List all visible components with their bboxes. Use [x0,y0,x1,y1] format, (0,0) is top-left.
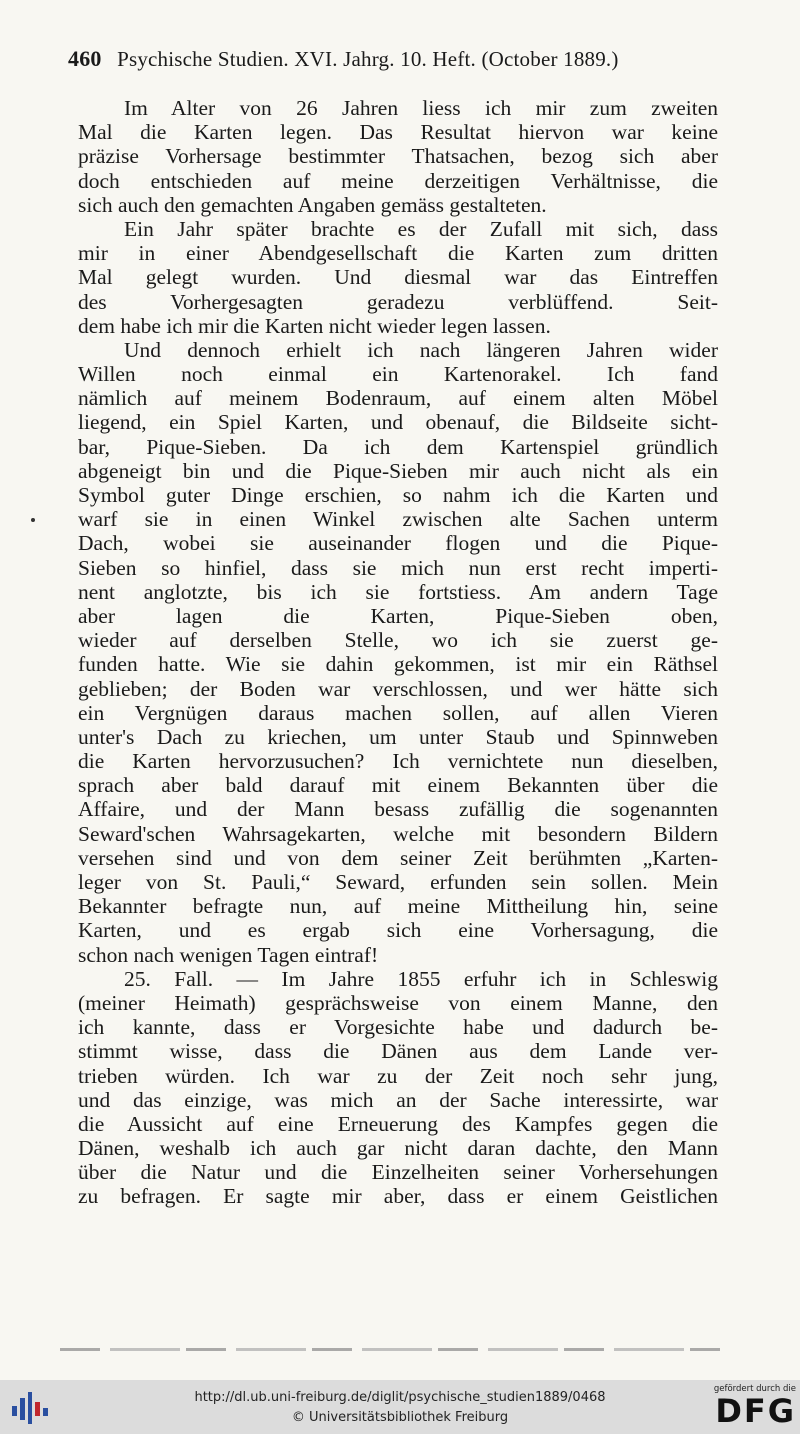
text-line: nent anglotzte, bis ich sie fortstiess. Am andern Tage [78,579,718,604]
text-line: sprach aber bald darauf mit einem Bekannten über die [78,773,718,798]
text-line: (meiner Heimath) gesprächsweise von einem Manne, den [78,990,718,1015]
text-line: warf sie in einen Winkel zwischen alte Sachen unterm [78,507,718,532]
text-line: präzise Vorhersage bestimmter Thatsachen, bezog sich aber [78,144,718,169]
text-line: zu befragen. Er sagte mir aber, dass er einem Geistlichen [78,1184,718,1209]
margin-mark [31,518,35,522]
text-line: Mal die Karten legen. Das Resultat hiervon war keine [78,120,718,145]
text-line: stimmt wisse, dass die Dänen aus dem Lande ver- [78,1039,718,1064]
text-line: Karten, und es ergab sich eine Vorhersagung, die [78,918,718,943]
viewer-footer-bar [0,1380,800,1434]
text-line: über die Natur und die Einzelheiten seiner Vorhersehungen [78,1160,718,1185]
text-line: des Vorhergesagten geradezu verblüffend. Seit- [78,289,718,314]
text-line: und das einzige, was mich an der Sache interessirte, war [78,1087,718,1112]
text-line: dem habe ich mir die Karten nicht wieder legen lassen. [78,313,551,338]
text-line: trieben würden. Ich war zu der Zeit noch sehr jung, [78,1063,718,1088]
text-line: leger von St. Pauli,“ Seward, erfunden sein sollen. Mein [78,870,718,894]
running-title: Psychische Studien. XVI. Jahrg. 10. Heft. (October 1889.) [117,47,619,71]
text-line: funden hatte. Wie sie dahin gekommen, ist mir ein Räthsel [78,652,718,677]
dfg-wordmark: DFG [715,1392,796,1430]
text-line: versehen sind und von dem seiner Zeit berühmten „Karten- [78,845,718,870]
text-line: wieder auf derselben Stelle, wo ich sie zuerst ge- [78,628,718,653]
page-footer-rule [60,1348,720,1351]
source-url[interactable]: http://dl.ub.uni-freiburg.de/diglit/psychische_studien1889/0468 [194,1390,606,1405]
text-line: mir in einer Abendgesellschaft die Karten zum dritten [78,241,718,266]
dfg-caption: gefördert durch die [713,1384,796,1394]
text-line: Dach, wobei sie auseinander flogen und die Pique- [78,531,718,556]
text-line: die Aussicht auf eine Erneuerung des Kampfes gegen die [78,1111,718,1136]
text-line: die Karten hervorzusuchen? Ich vernichtete nun dieselben, [78,749,718,774]
text-line: schon nach wenigen Tagen eintraf! [78,942,379,967]
text-line: sich auch den gemachten Angaben gemäss gestalteten. [78,192,547,217]
copyright-text: © Universitätsbibliothek Freiburg [291,1410,509,1425]
text-line: ein Vergnügen daraus machen sollen, auf allen Vieren [78,700,718,725]
running-header [68,46,708,72]
text-line: Affaire, und der Mann besass zufällig die sogenannten [78,797,718,822]
text-line: geblieben; der Boden war verschlossen, und wer hätte sich [78,676,718,701]
text-line: liegend, ein Spiel Karten, und obenauf, die Bildseite sicht- [78,410,718,435]
text-line: Sieben so hinfiel, dass sie mich nun erst recht imperti- [78,555,718,580]
text-line: doch entschieden auf meine derzeitigen Verhältnisse, die [78,168,718,193]
text-line: Dänen, weshalb ich auch gar nicht daran dachte, den Mann [78,1136,718,1161]
text-line: aber lagen die Karten, Pique-Sieben oben, [78,603,718,628]
text-line: Ein Jahr später brachte es der Zufall mit sich, dass [124,216,718,241]
text-line: Mal gelegt wurden. Und diesmal war das Eintreffen [78,265,718,290]
page-number: 460 [68,46,102,71]
text-line: Seward'schen Wahrsagekarten, welche mit besondern Bildern [78,821,718,846]
text-line: Symbol guter Dinge erschien, so nahm ich die Karten und [78,483,718,507]
text-line: Im Alter von 26 Jahren liess ich mir zum zweiten [124,96,718,120]
text-line: Und dennoch erhielt ich nach längeren Jahren wider [124,337,718,362]
text-line: nämlich auf meinem Bodenraum, auf einem alten Möbel [78,386,718,411]
text-line: Willen noch einmal ein Kartenorakel. Ich fand [78,362,718,387]
dfg-logo [704,1384,796,1432]
text-line: unter's Dach zu kriechen, um unter Staub und Spinnweben [78,724,718,749]
text-line: Bekannter befragte nun, auf meine Mittheilung hin, seine [78,894,718,919]
text-line: 25. Fall. — Im Jahre 1855 erfuhr ich in Schleswig [124,966,718,991]
text-line: ich kannte, dass er Vorgesichte habe und dadurch be- [78,1015,718,1040]
text-line: bar, Pique-Sieben. Da ich dem Kartenspiel gründlich [78,434,718,459]
body-text [78,96,718,1209]
text-line: abgeneigt bin und die Pique-Sieben mir auch nicht als ein [78,458,718,483]
